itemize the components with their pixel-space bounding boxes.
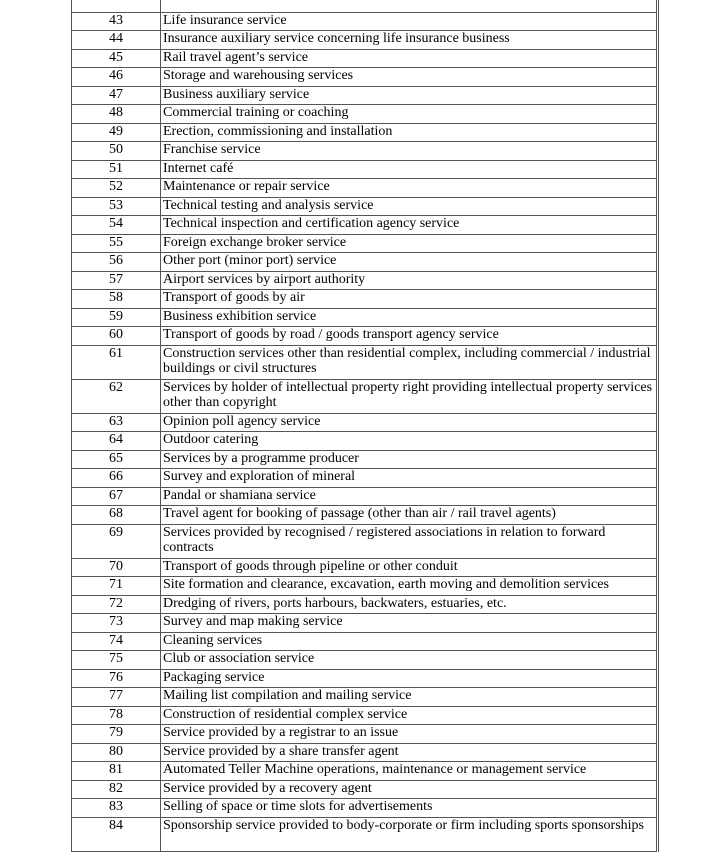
serial-number-cell: 76 <box>72 669 161 688</box>
serial-number-cell: 62 <box>72 379 161 413</box>
document-page <box>71 0 661 852</box>
service-description-cell: Travel agent for booking of passage (other than air / rail travel agents) <box>161 506 658 525</box>
service-description-cell: Foreign exchange broker service <box>161 234 658 253</box>
table-row <box>72 345 658 379</box>
table-row <box>72 651 658 670</box>
table-row <box>72 327 658 346</box>
serial-number-cell: 66 <box>72 469 161 488</box>
service-description-cell: Internet café <box>161 160 658 179</box>
serial-number-cell: 53 <box>72 197 161 216</box>
table-row <box>72 780 658 799</box>
serial-number-cell: 44 <box>72 31 161 50</box>
table-row <box>72 688 658 707</box>
table-row <box>72 413 658 432</box>
service-description-cell: Dredging of rivers, ports harbours, backwaters, estuaries, etc. <box>161 595 658 614</box>
service-description-cell: Life insurance service <box>161 12 658 31</box>
serial-number-cell: 73 <box>72 614 161 633</box>
serial-number-cell: 60 <box>72 327 161 346</box>
service-description-cell: Transport of goods by air <box>161 290 658 309</box>
service-description-cell: Transport of goods by road / goods transport agency service <box>161 327 658 346</box>
table-row <box>72 86 658 105</box>
service-description-cell: Cleaning services <box>161 632 658 651</box>
table-row <box>72 524 658 558</box>
service-description-cell: Automated Teller Machine operations, maintenance or management service <box>161 762 658 781</box>
table-row <box>72 558 658 577</box>
serial-number-cell: 82 <box>72 780 161 799</box>
serial-number-cell: 64 <box>72 432 161 451</box>
table-row <box>72 706 658 725</box>
serial-number-cell: 51 <box>72 160 161 179</box>
table-row <box>72 68 658 87</box>
serial-number-cell: 78 <box>72 706 161 725</box>
service-description-cell: Rail travel agent’s service <box>161 49 658 68</box>
serial-number-cell: 68 <box>72 506 161 525</box>
serial-number-cell: 48 <box>72 105 161 124</box>
serial-number-cell: 81 <box>72 762 161 781</box>
table-row <box>72 142 658 161</box>
service-description-cell: Club or association service <box>161 651 658 670</box>
serial-number-cell: 57 <box>72 271 161 290</box>
serial-number-cell: 83 <box>72 799 161 818</box>
service-description-cell: Survey and map making service <box>161 614 658 633</box>
serial-number-cell: 74 <box>72 632 161 651</box>
service-description-cell: Service provided by a recovery agent <box>161 780 658 799</box>
serial-number-cell: 43 <box>72 12 161 31</box>
serial-number-cell: 61 <box>72 345 161 379</box>
table-row <box>72 216 658 235</box>
service-description-cell: Franchise service <box>161 142 658 161</box>
table-row <box>72 234 658 253</box>
serial-number-cell: 50 <box>72 142 161 161</box>
serial-number-cell: 55 <box>72 234 161 253</box>
table-row <box>72 31 658 50</box>
service-description-cell: Storage and warehousing services <box>161 68 658 87</box>
services-table <box>71 0 659 852</box>
serial-number-cell: 45 <box>72 49 161 68</box>
table-row <box>72 669 658 688</box>
table-row <box>72 632 658 651</box>
service-description-cell: Mailing list compilation and mailing service <box>161 688 658 707</box>
service-description-cell: Services by a programme producer <box>161 450 658 469</box>
header-cell-cut <box>161 0 658 12</box>
service-description-cell: Outdoor catering <box>161 432 658 451</box>
table-row <box>72 743 658 762</box>
serial-number-cell: 46 <box>72 68 161 87</box>
serial-number-cell: 54 <box>72 216 161 235</box>
serial-number-cell: 72 <box>72 595 161 614</box>
service-description-cell: Erection, commissioning and installation <box>161 123 658 142</box>
table-row <box>72 725 658 744</box>
table-header-row-cut <box>72 0 658 12</box>
service-description-cell: Commercial training or coaching <box>161 105 658 124</box>
table-row <box>72 105 658 124</box>
service-description-cell: Construction of residential complex service <box>161 706 658 725</box>
table-row <box>72 487 658 506</box>
serial-number-cell: 47 <box>72 86 161 105</box>
service-description-cell: Service provided by a registrar to an issue <box>161 725 658 744</box>
service-description-cell: Business auxiliary service <box>161 86 658 105</box>
table-row <box>72 290 658 309</box>
serial-number-cell: 52 <box>72 179 161 198</box>
serial-number-cell: 65 <box>72 450 161 469</box>
serial-number-cell: 49 <box>72 123 161 142</box>
service-description-cell: Airport services by airport authority <box>161 271 658 290</box>
table-row <box>72 308 658 327</box>
service-description-cell: Transport of goods through pipeline or other conduit <box>161 558 658 577</box>
serial-number-cell: 63 <box>72 413 161 432</box>
table-row <box>72 271 658 290</box>
table-row <box>72 197 658 216</box>
table-row <box>72 179 658 198</box>
table-row <box>72 49 658 68</box>
table-row <box>72 595 658 614</box>
table-row <box>72 577 658 596</box>
serial-number-cell: 69 <box>72 524 161 558</box>
serial-number-cell: 67 <box>72 487 161 506</box>
service-description-cell: Business exhibition service <box>161 308 658 327</box>
serial-number-cell: 75 <box>72 651 161 670</box>
service-description-cell: Site formation and clearance, excavation, earth moving and demolition services <box>161 577 658 596</box>
services-table-body <box>72 0 658 851</box>
service-description-cell: Insurance auxiliary service concerning life insurance business <box>161 31 658 50</box>
service-description-cell: Service provided by a share transfer agent <box>161 743 658 762</box>
service-description-cell: Pandal or shamiana service <box>161 487 658 506</box>
service-description-cell: Technical testing and analysis service <box>161 197 658 216</box>
table-row <box>72 762 658 781</box>
service-description-cell: Sponsorship service provided to body-corporate or firm including sports sponsorships <box>161 817 658 851</box>
table-row <box>72 123 658 142</box>
serial-number-cell: 84 <box>72 817 161 851</box>
table-row <box>72 160 658 179</box>
service-description-cell: Technical inspection and certification agency service <box>161 216 658 235</box>
table-row <box>72 12 658 31</box>
table-row <box>72 253 658 272</box>
serial-number-cell: 56 <box>72 253 161 272</box>
service-description-cell: Other port (minor port) service <box>161 253 658 272</box>
serial-number-cell: 80 <box>72 743 161 762</box>
service-description-cell: Packaging service <box>161 669 658 688</box>
serial-number-cell: 77 <box>72 688 161 707</box>
table-row <box>72 469 658 488</box>
serial-number-cell: 70 <box>72 558 161 577</box>
service-description-cell: Services provided by recognised / registered associations in relation to forward contracts <box>161 524 658 558</box>
serial-number-cell: 79 <box>72 725 161 744</box>
service-description-cell: Survey and exploration of mineral <box>161 469 658 488</box>
table-row <box>72 379 658 413</box>
serial-number-cell: 71 <box>72 577 161 596</box>
table-row <box>72 799 658 818</box>
serial-number-cell: 58 <box>72 290 161 309</box>
table-row <box>72 614 658 633</box>
serial-number-cell: 59 <box>72 308 161 327</box>
table-row <box>72 506 658 525</box>
service-description-cell: Selling of space or time slots for advertisements <box>161 799 658 818</box>
service-description-cell: Opinion poll agency service <box>161 413 658 432</box>
table-row <box>72 432 658 451</box>
table-row <box>72 817 658 851</box>
service-description-cell: Maintenance or repair service <box>161 179 658 198</box>
service-description-cell: Construction services other than residential complex, including commercial / industrial buildings or civil structures <box>161 345 658 379</box>
service-description-cell: Services by holder of intellectual property right providing intellectual property services other than copyright <box>161 379 658 413</box>
header-cell-cut <box>72 0 161 12</box>
table-row <box>72 450 658 469</box>
